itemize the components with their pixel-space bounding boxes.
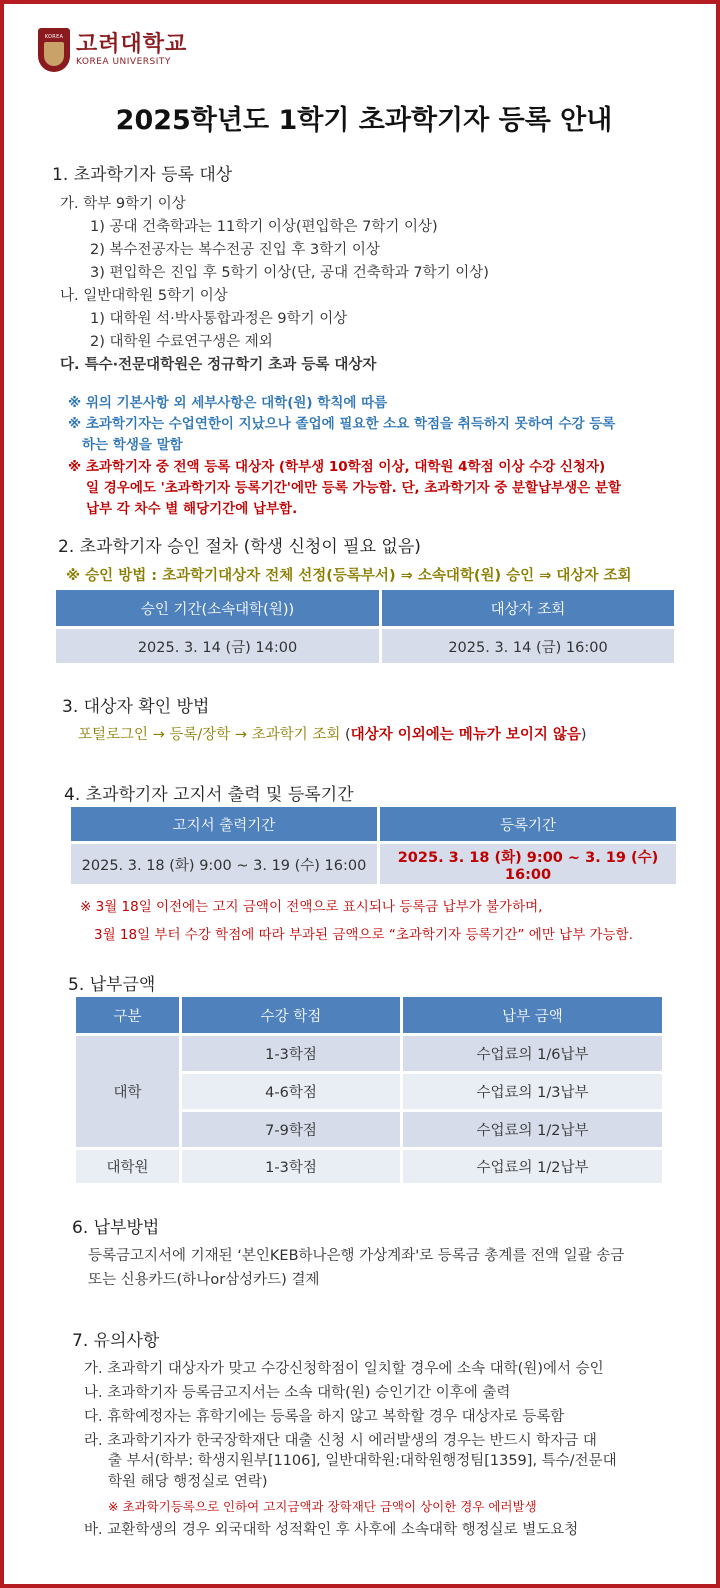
s6-line: 또는 신용카드(하나or삼성카드) 결제: [88, 1272, 320, 1288]
s1-note-red: 일 경우에도 '초과학기자 등록기간'에만 등록 가능함. 단, 초과학기자 중 분할납부생은 분할: [86, 480, 621, 496]
section1-heading: 1. 초과학기자 등록 대상: [52, 165, 233, 185]
registration-table-header: 등록기간: [380, 807, 676, 841]
section2-heading: 2. 초과학기자 승인 절차 (학생 신청이 필요 없음): [58, 537, 421, 557]
registration-period-table: [68, 804, 679, 887]
menu-visibility-note: 대상자 이외에는 메뉴가 보이지 않음: [350, 727, 581, 743]
s4-note: 3월 18일 부터 수강 학점에 따라 부과된 금액으로 “초과학기자 등록기간” 에만 납부 가능함.: [94, 927, 633, 943]
page-title: 2025학년도 1학기 초과학기자 등록 안내: [115, 105, 613, 136]
section5-heading: 5. 납부금액: [68, 975, 156, 995]
payment-table-header: 수강 학점: [182, 997, 400, 1033]
s1-da: 다. 특수·전문대학원은 정규학기 초과 등록 대상자: [60, 357, 377, 373]
payment-table-header: 구분: [76, 997, 179, 1033]
s1-note-red: ※ 초과학기자 중 전액 등록 대상자 (학부생 10학점 이상, 대학원 4학점 이상 수강 신청자): [68, 459, 606, 475]
s4-note: ※ 3월 18일 이전에는 고지 금액이 전액으로 표시되나 등록금 납부가 불가하며,: [80, 899, 543, 915]
amount-cell: 수업료의 1/6납부: [403, 1036, 662, 1071]
registration-table-header: 고지서 출력기간: [71, 807, 377, 841]
s1-ga-item: 1) 공대 건축학과는 11학기 이상(편입학은 7학기 이상): [90, 219, 438, 235]
credits-cell: 7-9학점: [182, 1112, 400, 1147]
approval-table-header: 대상자 조회: [382, 590, 674, 626]
s1-ga-item: 2) 복수전공자는 복수전공 진입 후 3학기 이상: [90, 242, 380, 258]
s2-approval-method: ※ 승인 방법 : 초과학기대상자 전체 선정(등록부서) ⇒ 소속대학(원) 승인 ⇒ 대상자 조회: [66, 568, 632, 584]
s6-line: 등록금고지서에 기재된 ‘본인KEB하나은행 가상계좌'로 등록금 총계를 전액 일괄 송금: [88, 1248, 625, 1264]
section7-heading: 7. 유의사항: [72, 1331, 160, 1351]
paren-open: (: [340, 727, 351, 743]
portal-menu-path: 포털로그인 → 등록/장학 → 초과학기 조회: [78, 727, 341, 743]
university-seal-icon: [38, 28, 70, 72]
grad-label-cell: 대학원: [76, 1150, 179, 1183]
amount-cell: 수업료의 1/2납부: [403, 1112, 662, 1147]
s1-ga: 가. 학부 9학기 이상: [60, 196, 186, 212]
bill-print-period-cell: 2025. 3. 18 (화) 9:00 ~ 3. 19 (수) 16:00: [71, 844, 377, 884]
approval-table-header: 승인 기간(소속대학(원)): [56, 590, 379, 626]
section4-heading: 4. 초과학기자 고지서 출력 및 등록기간: [64, 785, 354, 805]
amount-cell: 수업료의 1/3납부: [403, 1074, 662, 1109]
paren-close: ): [580, 727, 587, 743]
lookup-time-cell: 2025. 3. 14 (금) 16:00: [382, 629, 674, 663]
undergrad-label-cell: 대학: [76, 1036, 179, 1147]
s1-note-blue: 하는 학생을 말함: [82, 437, 183, 453]
s1-na-item: 1) 대학원 석·박사통합과정은 9학기 이상: [90, 311, 348, 327]
s1-ga-item: 3) 편입학은 진입 후 5학기 이상(단, 공대 건축학과 7학기 이상): [90, 265, 489, 281]
s1-note-blue: ※ 초과학기자는 수업연한이 지났으나 졸업에 필요한 소요 학점을 취득하지 못하여 수강 등록: [68, 416, 616, 432]
university-logo: [38, 28, 187, 72]
s7-item: 나. 초과학기자 등록금고지서는 소속 대학(원) 승인기간 이후에 출력: [84, 1385, 511, 1401]
s7-red-note: ※ 초과학기등록으로 인하여 고지금액과 장학재단 금액이 상이한 경우 에러발생: [108, 1499, 537, 1514]
registration-period-cell: 2025. 3. 18 (화) 9:00 ~ 3. 19 (수) 16:00: [380, 844, 676, 884]
s7-item-cont: 학원 해당 행정실로 연락): [108, 1474, 268, 1490]
s1-na: 나. 일반대학원 5학기 이상: [60, 288, 228, 304]
s7-item: 라. 초과학기자가 한국장학재단 대출 신청 시 에러발생의 경우는 반드시 학자금 대: [84, 1433, 597, 1449]
s1-na-item: 2) 대학원 수료연구생은 제외: [90, 334, 273, 350]
credits-cell: 4-6학점: [182, 1074, 400, 1109]
approval-table: [53, 587, 677, 666]
section3-heading: 3. 대상자 확인 방법: [62, 697, 210, 717]
s1-note-red: 납부 각 차수 별 해당기간에 납부함.: [86, 501, 298, 517]
s7-last-item: 바. 교환학생의 경우 외국대학 성적확인 후 사후에 소속대학 행정실로 별도요청: [84, 1522, 579, 1538]
amount-cell: 수업료의 1/2납부: [403, 1150, 662, 1183]
s7-item: 다. 휴학예정자는 휴학기에는 등록을 하지 않고 복학할 경우 대상자로 등록함: [84, 1409, 565, 1425]
payment-amount-table: [73, 994, 665, 1186]
seal-shield-icon: [44, 42, 64, 66]
logo-text: [76, 33, 187, 67]
credits-cell: 1-3학점: [182, 1036, 400, 1071]
s7-item: 가. 초과학기 대상자가 맞고 수강신청학점이 일치할 경우에 소속 대학(원)에서 승인: [84, 1361, 604, 1377]
logo-name-ko: 고려대학교: [76, 32, 188, 57]
section6-heading: 6. 납부방법: [72, 1218, 160, 1238]
payment-table-header: 납부 금액: [403, 997, 662, 1033]
approval-period-cell: 2025. 3. 14 (금) 14:00: [56, 629, 379, 663]
s3-check-path: [78, 723, 587, 744]
seal-text: KOREA: [44, 34, 64, 40]
logo-name-en: KOREA UNIVERSITY: [76, 57, 171, 67]
s7-item-cont: 출 부서(학부: 학생지원부[1106], 일반대학원:대학원행정팀[1359], 특수/전문대: [108, 1453, 617, 1469]
credits-cell: 1-3학점: [182, 1150, 400, 1183]
s1-note-blue: ※ 위의 기본사항 외 세부사항은 대학(원) 학칙에 따름: [68, 395, 388, 411]
